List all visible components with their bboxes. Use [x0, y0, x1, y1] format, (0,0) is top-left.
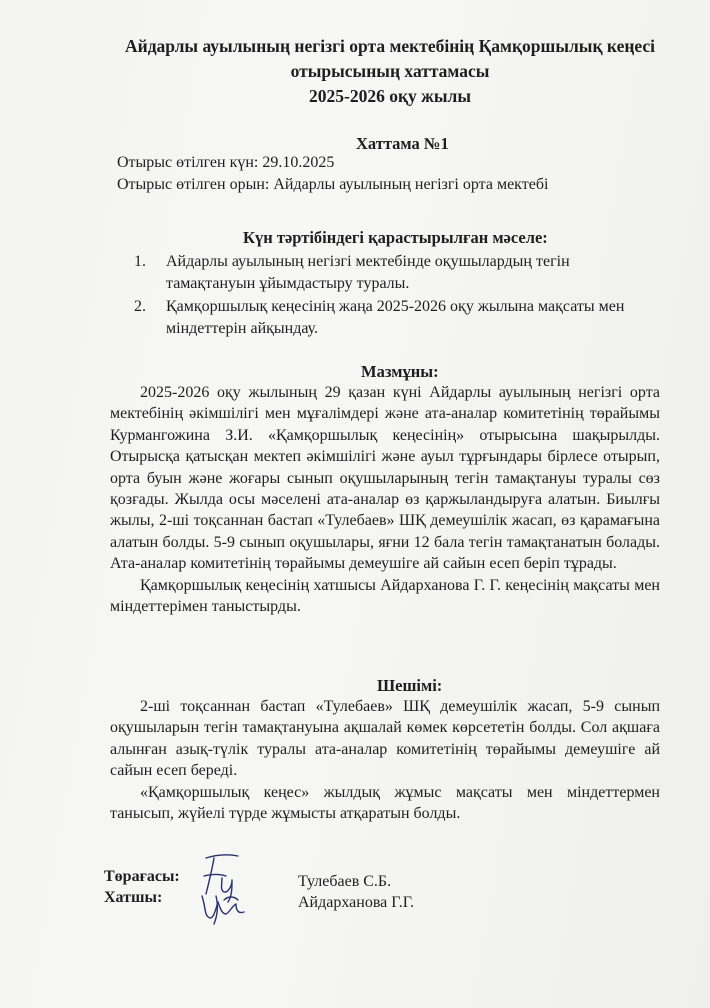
content-paragraph-1: 2025-2026 оқу жылының 29 қазан күні Айдарлы ауылының негізгі орта мектебінің әкімшілігі мен мұғалімдері және ата-аналар комитетінің төрайымы Курмангожина З.И. «Қамқоршылық кеңесінің» отырысына шақырылды. Отырысқа қатысқан мектеп әкімшілігі және ауыл тұрғындары бірлесе отырып, орта буын және жоғары сынып оқушыларының тегін тамақтануы туралы сөз қозғады. Жылда осы мәселені ата-аналар өз қаржыландыруға алатын. Биылғы жылы, 2-ші тоқсаннан бастап «Тулебаев» ШҚ демеушілік жасап, өз қарамағына алатын болды. 5-9 сынып оқушылары, яғни 12 бала тегін тамақтанатын болады. Ата-аналар комитетінің төрайымы демеушіге ай сайын есеп беріп тұрады. — [110, 384, 660, 573]
content-heading: Мазмұны: — [361, 362, 439, 381]
decision-paragraph-1: 2-ші тоқсаннан бастап «Тулебаев» ШҚ демеушілік жасап, 5-9 сынып оқушыларын тегін тамақтануына ақшалай көмек көрсететін болды. Сол ақшаға алынған азық-түлік туралы ата-аналар комитетінің төрайымы демеушіге ай сайын есеп береді. — [110, 698, 660, 780]
chair-signature-row — [104, 868, 180, 886]
agenda-list — [134, 251, 654, 341]
decision-body — [110, 696, 660, 824]
chair-name: Тулебаев С.Б. — [298, 873, 392, 890]
agenda-item — [134, 251, 654, 294]
content-body — [110, 382, 660, 617]
meeting-place: Отырыс өтілген орын: Айдарлы ауылының негізгі орта мектебі — [117, 176, 549, 193]
secretary-signature-row — [104, 889, 162, 907]
agenda-item-text: Қамқоршылық кеңесінің жаңа 2025-2026 оқу жылына мақсаты мен міндеттерін айқындау. — [166, 298, 625, 337]
title-line-3: 2025-2026 оқу жылы — [309, 86, 471, 106]
title-line-2: отырысының хаттамасы — [290, 61, 490, 81]
agenda-item-number: 2. — [134, 298, 146, 315]
document-title — [110, 34, 670, 109]
protocol-number: Хаттама №1 — [356, 134, 449, 153]
agenda-item — [134, 296, 654, 339]
meeting-date: Отырыс өтілген күн: 29.10.2025 — [117, 154, 335, 171]
chair-label: Төрағасы: — [104, 868, 180, 885]
agenda-heading: Күн тәртібіндегі қарастырылған мәселе: — [243, 228, 548, 247]
decision-heading: Шешімі: — [377, 676, 443, 695]
agenda-item-text: Айдарлы ауылының негізгі мектебінде оқушылардың тегін тамақтануын ұйымдастыру туралы. — [166, 253, 570, 292]
decision-paragraph-2: «Қамқоршылық кеңес» жылдық жұмыс мақсаты мен міндеттермен танысып, жүйелі түрде жұмысты атқаратын болды. — [110, 783, 660, 823]
secretary-label: Хатшы: — [104, 889, 163, 906]
content-paragraph-2: Қамқоршылық кеңесінің хатшысы Айдарханова Г. Г. кеңесінің мақсаты мен міндеттерімен таныстырды. — [110, 576, 660, 616]
handwritten-signature-icon — [192, 852, 252, 932]
secretary-name: Айдарханова Г.Г. — [298, 894, 415, 911]
agenda-item-number: 1. — [134, 253, 146, 270]
title-line-1: Айдарлы ауылының негізгі орта мектебінің Қамқоршылық кеңесі — [124, 36, 656, 56]
